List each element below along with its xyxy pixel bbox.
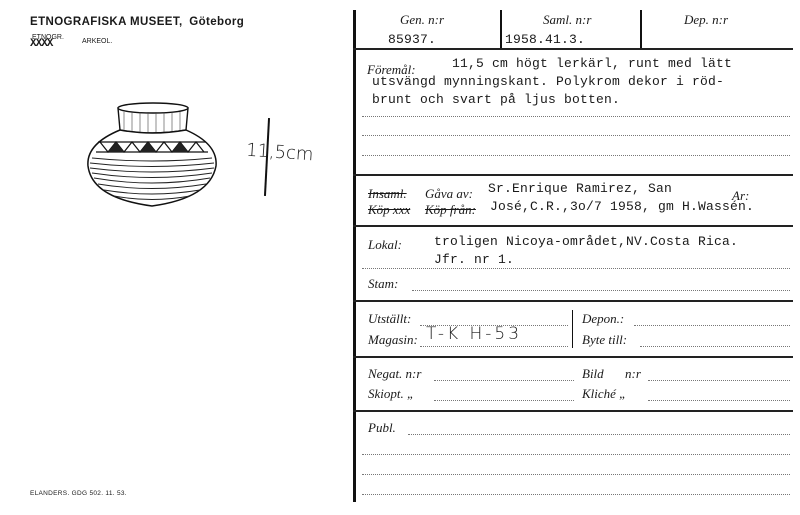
magasin-label: Magasin: — [368, 332, 418, 347]
publ-rule-3 — [362, 474, 790, 475]
lokal-line-1: troligen Nicoya-området,NV.Costa Rica. — [434, 234, 739, 249]
publ-rule-1 — [408, 434, 790, 435]
skiopt-rule — [434, 400, 574, 401]
foremal-label: Föremål: — [367, 62, 416, 77]
kliche-rule — [648, 400, 790, 401]
header-bottom-rule — [353, 48, 793, 50]
dep-label: Dep. n:r — [684, 12, 729, 27]
storage-bottom-rule — [353, 356, 793, 358]
printer-note: ELANDERS. GDG 502. 11. 53. — [30, 490, 127, 497]
gava-label: Gåva av: — [425, 186, 474, 201]
foremal-rule-1 — [362, 116, 790, 117]
byte-label: Byte till: — [582, 332, 628, 347]
gen-value: 85937. — [388, 32, 437, 47]
acquisition-line-1: Sr.Enrique Ramirez, San — [488, 181, 673, 196]
acquisition-line-2: José,C.R.,3o/7 1958, gm H.Wassén. — [490, 199, 755, 214]
kop-strike: Köp xxx — [368, 202, 411, 217]
pottery-vessel-drawing — [84, 100, 220, 212]
media-bottom-rule — [353, 410, 793, 412]
foremal-line-2: utsvängd mynningskant. Polykrom dekor i röd- — [372, 74, 725, 89]
negat-rule — [434, 380, 574, 381]
saml-value: 1958.41.3. — [505, 32, 586, 47]
publ-rule-2 — [362, 454, 790, 455]
lokal-line-2: Jfr. nr 1. — [434, 252, 515, 267]
bild-rule — [648, 380, 790, 381]
bild-label: Bild — [582, 366, 604, 381]
museum-name — [30, 16, 244, 28]
publ-label: Publ. — [368, 420, 396, 435]
stam-bottom-rule — [353, 300, 793, 302]
storage-divider — [572, 310, 573, 348]
byte-rule — [640, 346, 790, 347]
kliche-label: Kliché „ — [582, 386, 627, 401]
museum-city: Göteborg — [189, 16, 245, 28]
depon-label: Depon.: — [582, 311, 625, 326]
foremal-line-3: brunt och svart på ljus botten. — [372, 92, 621, 107]
negat-label: Negat. n:r — [368, 366, 422, 381]
skiopt-label: Skiopt. „ — [368, 386, 415, 401]
dept-etnogr: ETNOGR. — [32, 34, 64, 41]
stam-rule — [412, 290, 790, 291]
card-left-border — [353, 10, 356, 502]
insaml-label: Insaml. — [368, 186, 407, 201]
dept-arkeol: ARKEOL. — [82, 38, 113, 45]
museum-title: ETNOGRAFISKA MUSEET, — [30, 16, 183, 28]
saml-label: Saml. n:r — [543, 12, 592, 27]
magasin-value: T-K H-53 — [426, 324, 523, 344]
foremal-line-1: 11,5 cm högt lerkärl, runt med lätt — [452, 56, 733, 71]
magasin-rule — [420, 346, 568, 347]
ar-label: Ar: — [732, 188, 750, 203]
foremal-rule-2 — [362, 135, 790, 136]
size-note: 11,5cm — [245, 139, 315, 166]
utstallt-label: Utställt: — [368, 311, 412, 326]
bild-nr-label: n:r — [625, 366, 641, 381]
foremal-rule-3 — [362, 155, 790, 156]
depon-rule — [634, 325, 790, 326]
dept-strike: XXXX — [30, 38, 53, 50]
header-divider-2 — [640, 10, 642, 48]
gen-label: Gen. n:r — [400, 12, 445, 27]
stam-label: Stam: — [368, 276, 399, 291]
publ-rule-4 — [362, 494, 790, 495]
lokal-label: Lokal: — [368, 237, 402, 252]
kop-label: Köp från: — [425, 202, 476, 217]
lokal-rule — [362, 268, 790, 269]
header-divider-1 — [500, 10, 502, 48]
acquisition-bottom-rule — [353, 225, 793, 227]
foremal-bottom-rule — [353, 174, 793, 176]
